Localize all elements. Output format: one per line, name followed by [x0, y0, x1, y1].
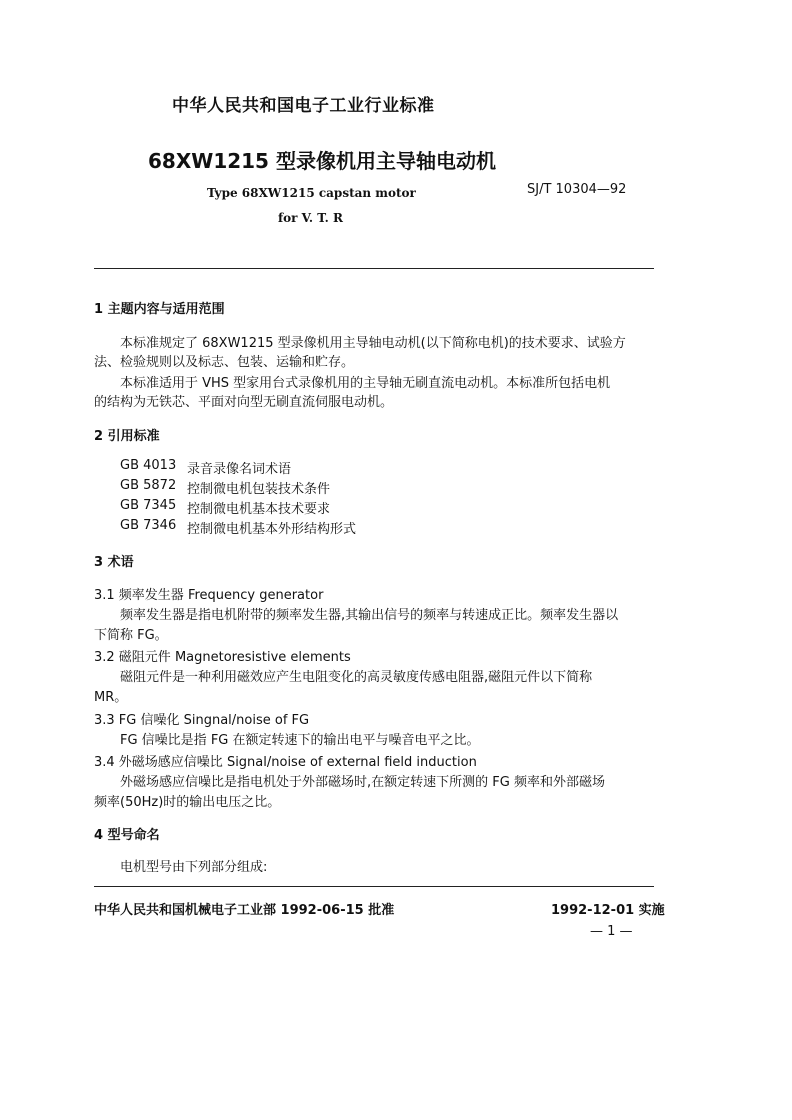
- reference-name: 控制微电机包装技术条件: [187, 482, 331, 497]
- implementation-date: 1992-12-01 实施: [551, 903, 665, 918]
- standard-code: SJ/T 10304—92: [527, 182, 627, 197]
- section-1-line: 法、检验规则以及标志、包装、运输和贮存。: [94, 355, 355, 370]
- section-1-line: 的结构为无铁芯、平面对向型无刷直流伺服电动机。: [94, 395, 394, 410]
- term-3-1-heading: 3.1 频率发生器 Frequency generator: [94, 588, 324, 603]
- top-divider: [94, 268, 654, 269]
- term-3-4-heading: 3.4 外磁场感应信噪比 Signal/noise of external field induction: [94, 755, 477, 770]
- term-3-2-heading: 3.2 磁阻元件 Magnetoresistive elements: [94, 650, 351, 665]
- term-3-1-line: 频率发生器是指电机附带的频率发生器,其输出信号的频率与转速成正比。频率发生器以: [120, 608, 619, 623]
- term-3-1-line: 下简称 FG。: [94, 628, 168, 643]
- section-1-line: 本标准适用于 VHS 型家用台式录像机用的主导轴无刷直流电动机。本标准所包括电机: [120, 376, 611, 391]
- bottom-divider: [94, 886, 654, 887]
- standard-header: 中华人民共和国电子工业行业标准: [172, 96, 435, 116]
- section-4-line: 电机型号由下列部分组成:: [120, 860, 268, 875]
- reference-code: GB 7345: [120, 498, 177, 513]
- term-3-4-line: 频率(50Hz)时的输出电压之比。: [94, 795, 281, 810]
- term-3-2-line: MR。: [94, 690, 128, 705]
- english-title-line1: Type 68XW1215 capstan motor: [207, 186, 416, 200]
- reference-name: 控制微电机基本技术要求: [187, 502, 331, 517]
- document-title: 68XW1215 型录像机用主导轴电动机: [148, 149, 496, 173]
- section-1-heading: 1 主题内容与适用范围: [94, 302, 225, 317]
- page-number: — 1 —: [590, 924, 633, 939]
- term-3-4-line: 外磁场感应信噪比是指电机处于外部磁场时,在额定转速下所测的 FG 频率和外部磁场: [120, 775, 605, 790]
- reference-code: GB 4013: [120, 458, 177, 473]
- reference-code: GB 5872: [120, 478, 177, 493]
- section-4-heading: 4 型号命名: [94, 828, 160, 843]
- term-3-2-line: 磁阻元件是一种利用磁效应产生电阻变化的高灵敏度传感电阻器,磁阻元件以下简称: [120, 670, 593, 685]
- reference-code: GB 7346: [120, 518, 177, 533]
- section-3-heading: 3 术语: [94, 555, 134, 570]
- section-1-line: 本标准规定了 68XW1215 型录像机用主导轴电动机(以下简称电机)的技术要求、试验方: [120, 336, 626, 351]
- approval-note: 中华人民共和国机械电子工业部 1992-06-15 批准: [94, 903, 395, 918]
- term-3-3-heading: 3.3 FG 信噪化 Singnal/noise of FG: [94, 713, 310, 728]
- english-title-line2: for V. T. R: [278, 211, 343, 225]
- reference-name: 控制微电机基本外形结构形式: [187, 522, 357, 537]
- section-2-heading: 2 引用标准: [94, 429, 160, 444]
- term-3-3-line: FG 信噪比是指 FG 在额定转速下的输出电平与噪音电平之比。: [120, 733, 480, 748]
- reference-name: 录音录像名词术语: [187, 462, 292, 477]
